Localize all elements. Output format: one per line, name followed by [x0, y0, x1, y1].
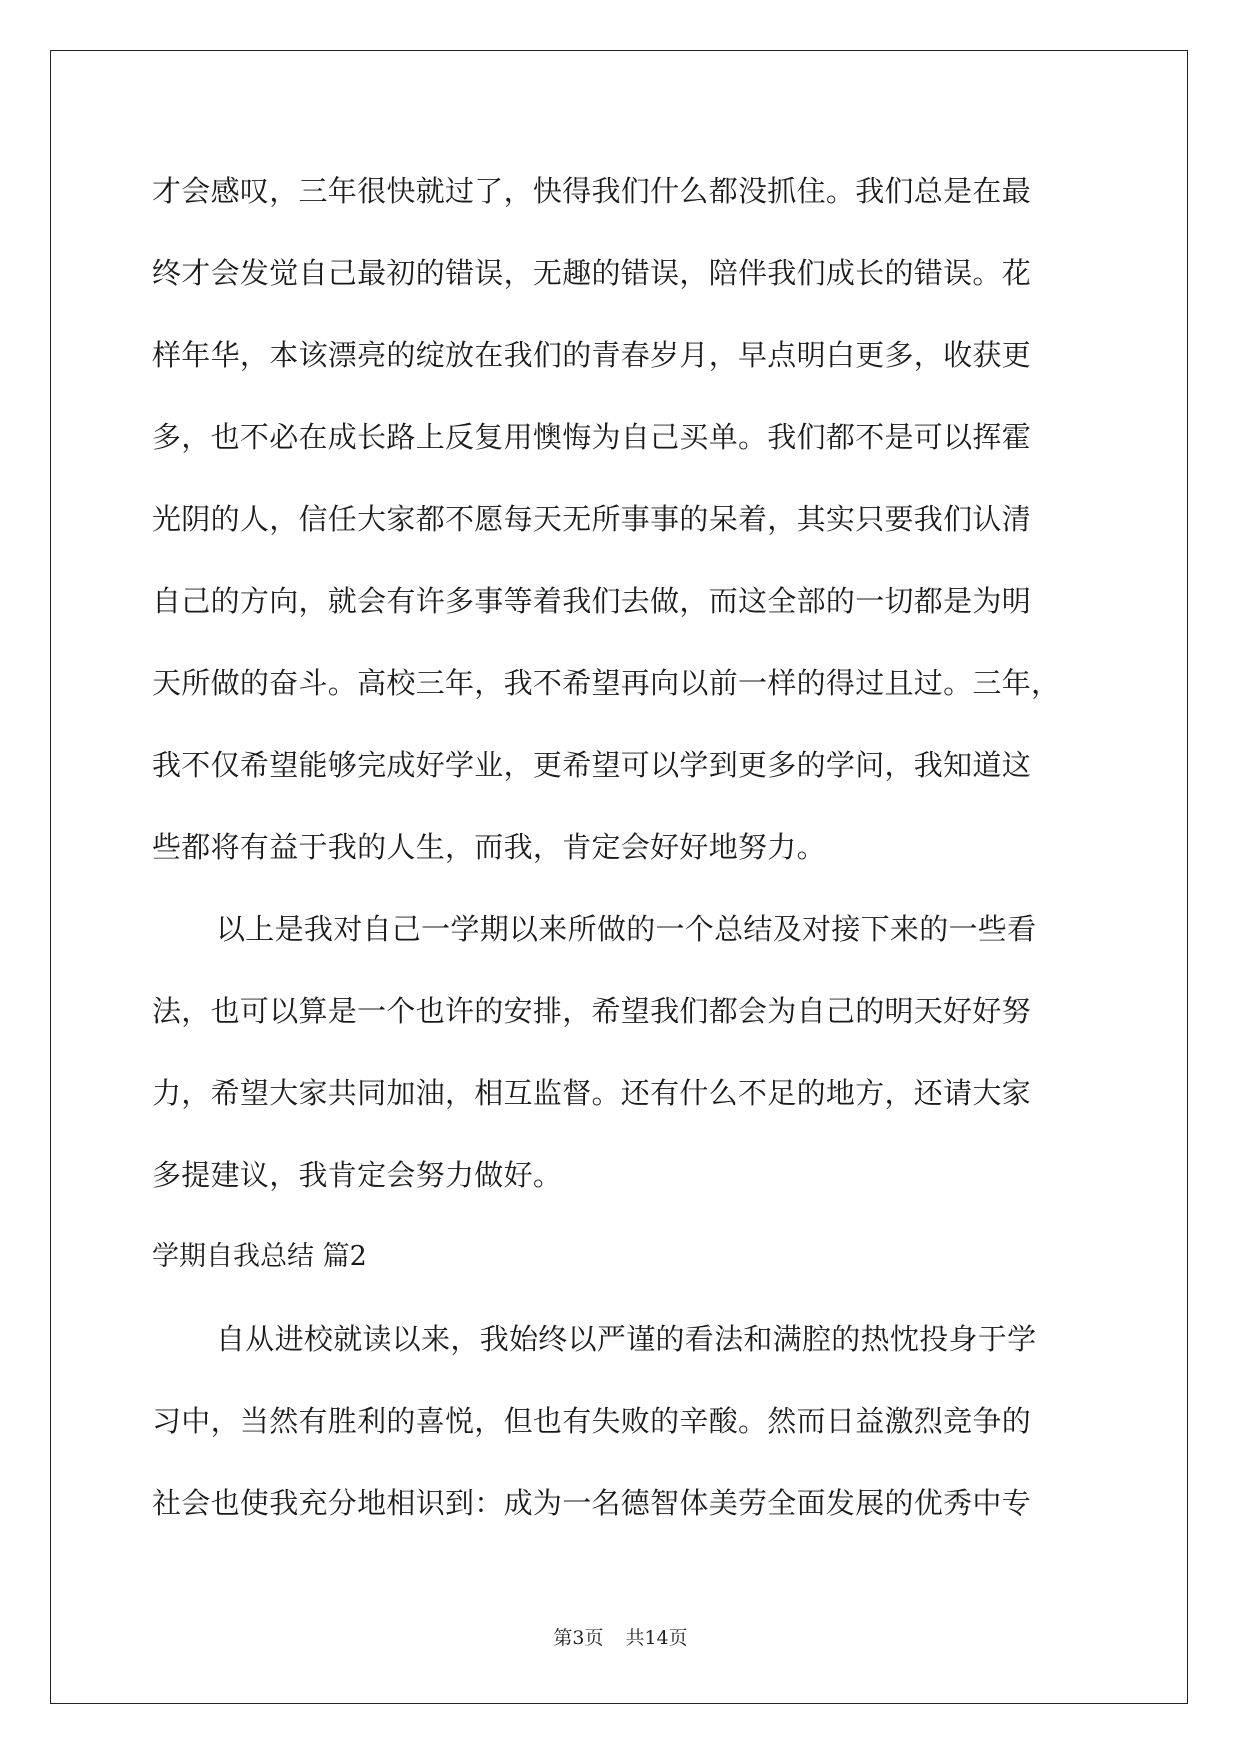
paragraph-3 — [152, 1310, 1092, 1556]
text-line: 以上是我对自己一学期以来所做的一个总结及对接下来的一些看 — [216, 912, 1037, 946]
text-line: 社会也使我充分地相识到：成为一名德智体美劳全面发展的优秀中专 — [152, 1486, 1032, 1520]
text-line: 力，希望大家共同加油，相互监督。还有什么不足的地方，还请大家 — [152, 1076, 1032, 1110]
document-body — [152, 162, 1092, 1556]
text-line: 终才会发觉自己最初的错误，无趣的错误，陪伴我们成长的错误。花 — [152, 256, 1032, 290]
text-line: 天所做的奋斗。高校三年，我不希望再向以前一样的得过且过。三年， — [152, 666, 1061, 700]
text-line: 自己的方向，就会有许多事等着我们去做，而这全部的一切都是为明 — [152, 584, 1032, 618]
text-line: 才会感叹，三年很快就过了，快得我们什么都没抓住。我们总是在最 — [152, 174, 1032, 208]
text-line: 多提建议，我肯定会努力做好。 — [152, 1158, 563, 1192]
text-line: 些都将有益于我的人生，而我，肯定会好好地努力。 — [152, 830, 826, 864]
text-line: 我不仅希望能够完成好学业，更希望可以学到更多的学问，我知道这 — [152, 748, 1032, 782]
text-line: 法，也可以算是一个也许的安排，希望我们都会为自己的明天好好努 — [152, 994, 1032, 1028]
paragraph-2 — [152, 900, 1092, 1228]
page-number: 第3页 — [553, 1627, 604, 1649]
text-line: 自从进校就读以来，我始终以严谨的看法和满腔的热忱投身于学 — [216, 1322, 1037, 1356]
page-footer — [0, 1623, 1241, 1650]
text-line: 习中，当然有胜利的喜悦，但也有失败的辛酸。然而日益激烈竞争的 — [152, 1404, 1032, 1438]
text-line: 多，也不必在成长路上反复用懊悔为自己买单。我们都不是可以挥霍 — [152, 420, 1032, 454]
page-total: 共14页 — [625, 1627, 688, 1649]
text-line: 光阴的人，信任大家都不愿每天无所事事的呆着，其实只要我们认清 — [152, 502, 1032, 536]
section-heading: 学期自我总结 篇2 — [152, 1241, 367, 1272]
paragraph-1 — [152, 162, 1092, 900]
text-line: 样年华，本该漂亮的绽放在我们的青春岁月，早点明白更多，收获更 — [152, 338, 1032, 372]
